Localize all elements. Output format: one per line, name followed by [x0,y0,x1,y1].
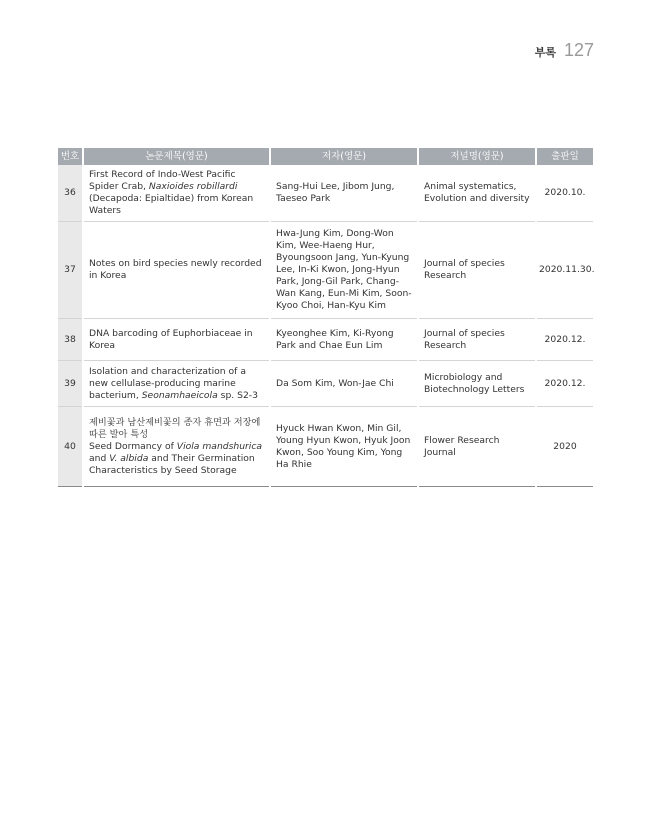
title-segment-italic: Naxioides robillardi [148,181,238,192]
title-segment-italic: V. albida [109,452,149,464]
publication-date: 2020.12. [536,361,593,407]
journal-name: Journal of species Research [418,319,536,361]
page-header [535,40,594,61]
title-segment-italic: Seonamhaeicola [141,389,218,401]
publication-date: 2020.11.30. [536,222,593,319]
paper-authors: Sang-Hui Lee, Jibom Jung, Taeseo Park [270,165,418,222]
title-segment: and [89,452,110,464]
journal-name: Journal of species Research [418,222,536,319]
title-segment: Isolation and characterization of a new cellulase-producing marine bacterium, [89,365,246,401]
title-segment: and Their Germination Characteristics by Seed Storage [89,452,255,476]
header-number: 번호 [58,148,83,165]
title-segment: sp. S2-3 [217,389,258,401]
table-row [58,165,593,222]
journal-name: Animal systematics, Evolution and diversity [418,165,536,222]
paper-title [83,222,270,319]
page-number: 127 [563,40,594,60]
row-number: 39 [58,361,83,407]
title-segment: First Record of Indo-West Pacific Spider Crab, [89,169,236,192]
paper-title [83,361,270,407]
journal-name: Microbiology and Biotechnology Letters [418,361,536,407]
table-row [58,361,593,407]
title-segment: Notes on bird species newly recorded in Korea [89,258,262,281]
paper-title [83,407,270,487]
publication-date: 2020.10. [536,165,593,222]
publication-date: 2020.12. [536,319,593,361]
paper-authors: Kyeonghee Kim, Ki-Ryong Park and Chae Eun Lim [270,319,418,361]
paper-authors: Hyuck Hwan Kwon, Min Gil, Young Hyun Kwon, Hyuk Joon Kwon, Soo Young Kim, Yong Ha Rhie [270,407,418,487]
header-title: 논문제목(영문) [83,148,270,165]
paper-title [83,319,270,361]
table-header-row [58,148,593,165]
table-body [58,165,593,487]
header-journal: 저널명(영문) [418,148,536,165]
table-row [58,319,593,361]
title-segment: Seed Dormancy of [89,440,177,452]
paper-title [83,165,270,222]
table-row [58,407,593,487]
table-row [58,222,593,319]
header-date: 출판일 [536,148,593,165]
row-number: 38 [58,319,83,361]
journal-name: Flower Research Journal [418,407,536,487]
row-number: 37 [58,222,83,319]
section-label: 부록 [534,46,556,59]
paper-authors: Hwa-Jung Kim, Dong-Won Kim, Wee-Haeng Hur, Byoungsoon Jang, Yun-Kyung Lee, In-Ki Kwon, Jong-Hyun Park, Jong-Gil Park, Chang-Wan Kang, Eun-Mi Kim, Soon-Kyoo Choi, Han-Kyu Kim [270,222,418,319]
title-segment: DNA barcoding of Euphorbiaceae in Korea [89,327,253,351]
header-authors: 저자(영문) [270,148,418,165]
paper-authors: Da Som Kim, Won-Jae Chi [270,361,418,407]
publication-date: 2020 [536,407,593,487]
publication-table [58,148,593,487]
row-number: 40 [58,407,83,487]
row-number: 36 [58,165,83,222]
title-segment: (Decapoda: Epialtidae) from Korean Waters [89,193,254,216]
title-korean: 제비꽃과 남산제비꽃의 종자 휴면과 저장에 따른 발아 특성 [89,416,261,440]
title-segment-italic: Viola mandshurica [176,440,263,452]
